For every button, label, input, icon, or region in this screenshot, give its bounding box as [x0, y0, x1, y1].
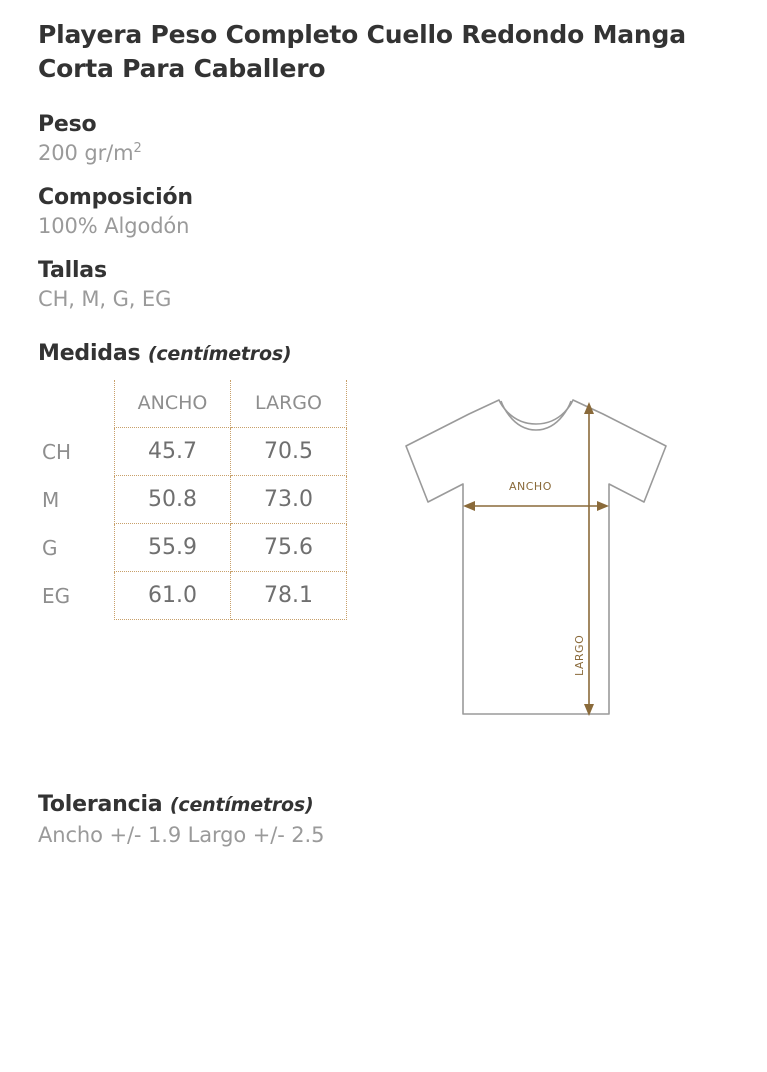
- cell-m-largo: 73.0: [231, 476, 347, 524]
- spec-tallas-value: CH, M, G, EG: [38, 286, 172, 311]
- tolerance-heading: [38, 792, 729, 817]
- spec-tallas: [38, 258, 729, 311]
- cell-eg-largo: 78.1: [231, 572, 347, 620]
- spec-peso: [38, 112, 729, 165]
- cell-g-largo: 75.6: [231, 524, 347, 572]
- table-row: [42, 476, 347, 524]
- tolerance-section: [38, 792, 729, 847]
- spec-composicion-value: 100% Algodón: [38, 213, 190, 238]
- cell-ch-largo: 70.5: [231, 428, 347, 476]
- column-header-ancho: ANCHO: [115, 380, 231, 428]
- diagram-width-label: ANCHO: [509, 479, 552, 493]
- spec-peso-label: Peso: [38, 111, 97, 137]
- cell-g-ancho: 55.9: [115, 524, 231, 572]
- page-title: Playera Peso Completo Cuello Redondo Manga Corta Para Caballero: [38, 20, 686, 83]
- row-size-g: G: [42, 535, 58, 560]
- cell-m-ancho: 50.8: [115, 476, 231, 524]
- spec-composicion: [38, 185, 729, 238]
- tolerance-value: Ancho +/- 1.9 Largo +/- 2.5: [38, 822, 325, 847]
- size-table: [42, 380, 347, 621]
- table-corner-cell: [42, 380, 115, 428]
- column-header-largo: LARGO: [231, 380, 347, 428]
- table-row: [42, 524, 347, 572]
- measures-heading-text: Medidas: [38, 340, 141, 366]
- spec-peso-value: [38, 141, 729, 165]
- cell-eg-ancho: 61.0: [115, 572, 231, 620]
- diagram-height-label: LARGO: [573, 634, 586, 676]
- measures-heading: [38, 341, 729, 366]
- table-header-row: [42, 380, 347, 428]
- spec-composicion-label: Composición: [38, 184, 193, 210]
- measures-block: [38, 380, 729, 738]
- spec-peso-superscript: 2: [133, 140, 142, 156]
- row-size-ch: CH: [42, 439, 72, 464]
- tolerance-heading-text: Tolerancia: [38, 791, 163, 817]
- spec-tallas-label: Tallas: [38, 257, 107, 283]
- measures-heading-unit: (centímetros): [147, 342, 292, 365]
- spec-peso-value-text: 200 gr/m: [38, 140, 134, 165]
- row-size-eg: EG: [42, 583, 71, 608]
- tolerance-heading-unit: (centímetros): [169, 793, 314, 816]
- table-row: [42, 572, 347, 620]
- row-size-m: M: [42, 487, 60, 512]
- table-row: [42, 428, 347, 476]
- tshirt-diagram: [391, 384, 681, 738]
- cell-ch-ancho: 45.7: [115, 428, 231, 476]
